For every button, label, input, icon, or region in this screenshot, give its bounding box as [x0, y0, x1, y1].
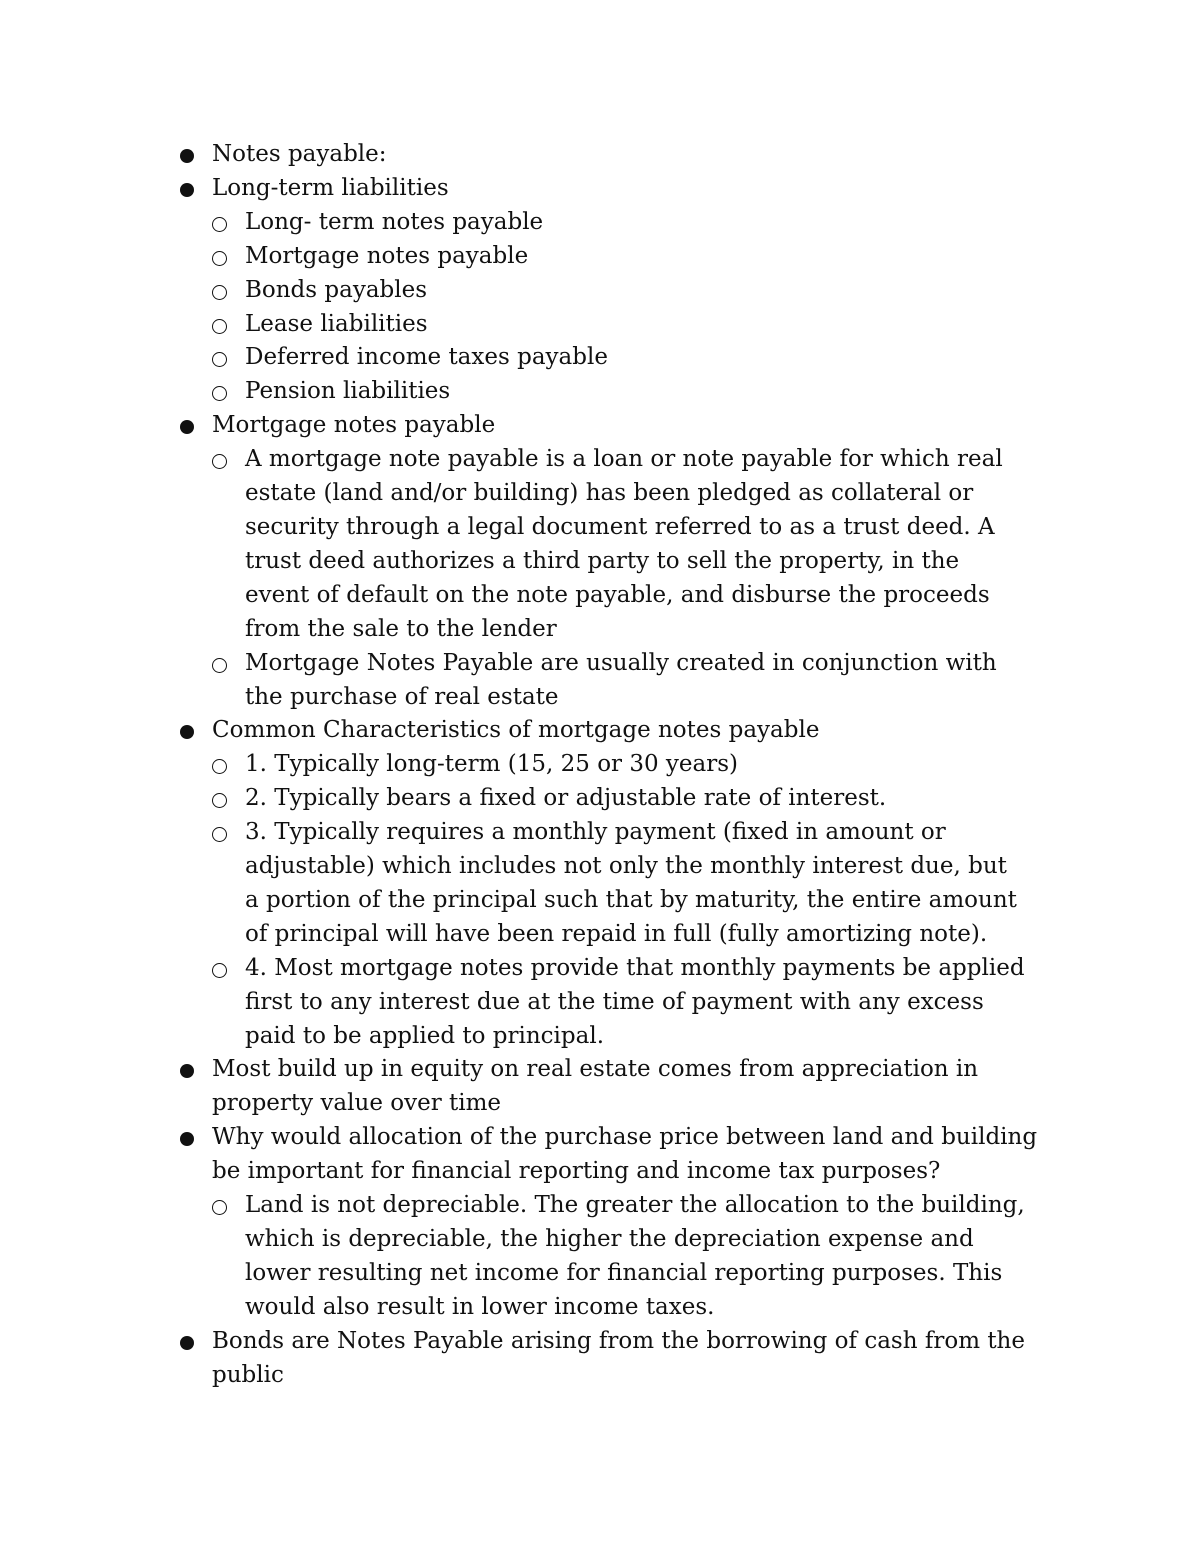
list-item	[174, 138, 1074, 172]
hollow-bullet-icon	[212, 319, 227, 334]
sub-list-item-text: 2. Typically bears a fixed or adjustable rate of interest.	[245, 785, 887, 812]
hollow-bullet-icon	[212, 386, 227, 401]
sub-list-item	[174, 782, 1074, 816]
sub-list-item-text: Land is not depreciable. The greater the allocation to the building, which is depreciable, the higher the depreciation expense and lower resulting net income for financial reporting purposes. This would also result in lower income taxes.	[245, 1192, 1025, 1320]
sub-list-item-text: Pension liabilities	[245, 378, 451, 405]
sub-list-item	[174, 443, 1074, 646]
sub-list-item-text: 4. Most mortgage notes provide that monthly payments be applied first to any interest due at the time of payment with any excess paid to be applied to principal.	[245, 954, 1025, 1049]
hollow-bullet-icon	[212, 759, 227, 774]
list-item	[174, 409, 1074, 443]
filled-bullet-icon	[180, 1132, 194, 1146]
hollow-bullet-icon	[212, 285, 227, 300]
sub-list-item-text: Deferred income taxes payable	[245, 344, 608, 371]
list-item	[174, 1325, 1074, 1393]
list-item-text: Long-term liabilities	[212, 174, 449, 201]
list-item-text: Bonds are Notes Payable arising from the borrowing of cash from the public	[212, 1327, 1025, 1388]
sub-list-item	[174, 240, 1074, 274]
list-item	[174, 1121, 1074, 1189]
sub-list-item-text: 1. Typically long-term (15, 25 or 30 years)	[245, 751, 739, 778]
sub-list-item	[174, 375, 1074, 409]
list-item-text: Mortgage notes payable	[212, 412, 496, 439]
sub-list-item-text: Bonds payables	[245, 276, 428, 303]
filled-bullet-icon	[180, 420, 194, 434]
list-item-text: Why would allocation of the purchase price between land and building be important for financial reporting and income tax purposes?	[212, 1124, 1038, 1185]
filled-bullet-icon	[180, 183, 194, 197]
sub-list-item-text: Lease liabilities	[245, 310, 428, 337]
hollow-bullet-icon	[212, 352, 227, 367]
list-item	[174, 172, 1074, 206]
list-item-text: Notes payable:	[212, 141, 387, 167]
hollow-bullet-icon	[212, 251, 227, 266]
sub-list-item-text: Long- term notes payable	[245, 208, 544, 235]
hollow-bullet-icon	[212, 454, 227, 469]
hollow-bullet-icon	[212, 1200, 227, 1215]
filled-bullet-icon	[180, 725, 194, 739]
sub-list-item	[174, 816, 1074, 952]
sub-list-item	[174, 748, 1074, 782]
sub-list-item-text: 3. Typically requires a monthly payment (fixed in amount or adjustable) which includes not only the monthly interest due, but a portion of the principal such that by maturity, the entire amount of principal will have been repaid in full (fully amortizing note).	[245, 819, 1017, 947]
sub-list-item	[174, 1189, 1074, 1325]
sub-list-item-text: Mortgage Notes Payable are usually created in conjunction with the purchase of real estate	[245, 649, 997, 710]
sub-list-item	[174, 308, 1074, 342]
hollow-bullet-icon	[212, 217, 227, 232]
hollow-bullet-icon	[212, 793, 227, 808]
sub-list-item	[174, 206, 1074, 240]
sub-list-item-text: Mortgage notes payable	[245, 242, 529, 269]
bullet-outline	[174, 138, 1074, 1393]
filled-bullet-icon	[180, 1064, 194, 1078]
hollow-bullet-icon	[212, 658, 227, 673]
filled-bullet-icon	[180, 149, 194, 163]
sub-list-item	[174, 341, 1074, 375]
sub-list-item	[174, 274, 1074, 308]
list-item-text: Common Characteristics of mortgage notes payable	[212, 717, 820, 744]
sub-list-item-text: A mortgage note payable is a loan or note payable for which real estate (land and/or building) has been pledged as collateral or security through a legal document referred to as a trust deed. A trust deed authorizes a third party to sell the property, in the event of default on the note payable, and disburse the proceeds from the sale to the lender	[245, 446, 1003, 642]
filled-bullet-icon	[180, 1336, 194, 1350]
sub-list-item	[174, 952, 1074, 1054]
list-item	[174, 1053, 1074, 1121]
hollow-bullet-icon	[212, 963, 227, 978]
sub-list-item	[174, 647, 1074, 715]
hollow-bullet-icon	[212, 827, 227, 842]
list-item	[174, 714, 1074, 748]
list-item-text: Most build up in equity on real estate comes from appreciation in property value over time	[212, 1056, 979, 1117]
